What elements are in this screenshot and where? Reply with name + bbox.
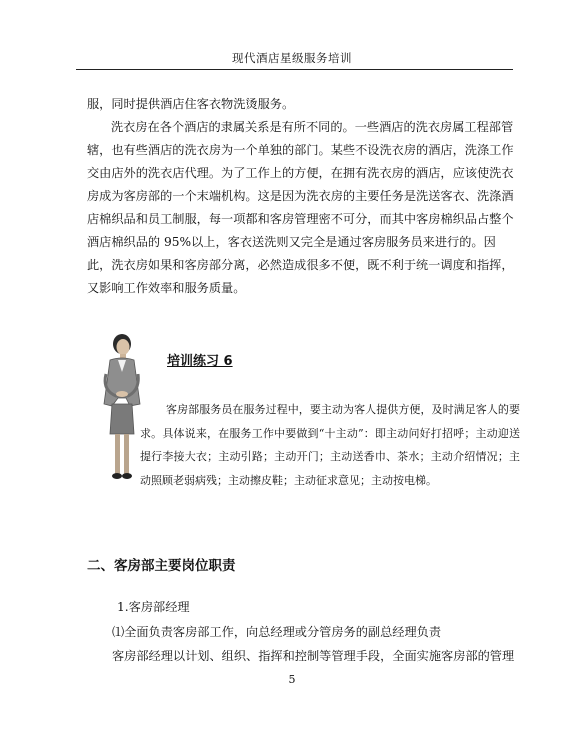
paragraph-continued: 服，同时提供酒店住客衣物洗烫服务。 <box>87 97 295 111</box>
exercise-text-content: 客房部服务员在服务过程中，要主动为客人提供方便，及时满足客人的要求。具体说来，在服务工作中要做到“十主动”：即主动问好打招呼；主动迎送提行李接大衣；主动引路；主动开门；主动送香巾、茶水；主动介绍情况；主动照顾老弱病残；主动擦皮鞋；主动征求意见；主动按电梯。 <box>140 403 520 487</box>
duty-line-1: ⑴全面负责客房部工作，向总经理或分管房务的副总经理负责 <box>112 625 442 639</box>
page-header-title: 现代酒店星级服务培训 <box>232 51 352 65</box>
exercise-title: 培训练习 6 <box>167 354 233 369</box>
duty-line-2: 客房部经理以计划、组织、指挥和控制等管理手段，全面实施客房部的管理 <box>112 649 515 663</box>
page-number: 5 <box>288 673 296 686</box>
body-text <box>87 93 515 300</box>
exercise-text <box>140 398 520 492</box>
header-divider <box>76 69 513 70</box>
subsection-heading: 1.客房部经理 <box>117 600 190 614</box>
section-heading: 二、客房部主要岗位职责 <box>87 558 236 574</box>
paragraph-laundry: 洗衣房在各个酒店的隶属关系是有所不同的。一些酒店的洗衣房属工程部管辖，也有些酒店的洗衣房为一个单独的部门。某些不设洗衣房的酒店，洗涤工作交由店外的洗衣店代理。为了工作上的方便，在拥有洗衣房的酒店，应该使洗衣房成为客房部的一个末端机构。这是因为洗衣房的主要任务是洗送客衣、洗涤酒店棉织品和员工制服，每一项都和客房管理密不可分，而其中客房棉织品占整个酒店棉织品的 95%以上，客衣送洗则又完全是通过客房服务员来进行的。因此，洗衣房如果和客房部分离，必然造成很多不便，既不利于统一调度和指挥，又影响工作效率和服务质量。 <box>87 120 514 295</box>
